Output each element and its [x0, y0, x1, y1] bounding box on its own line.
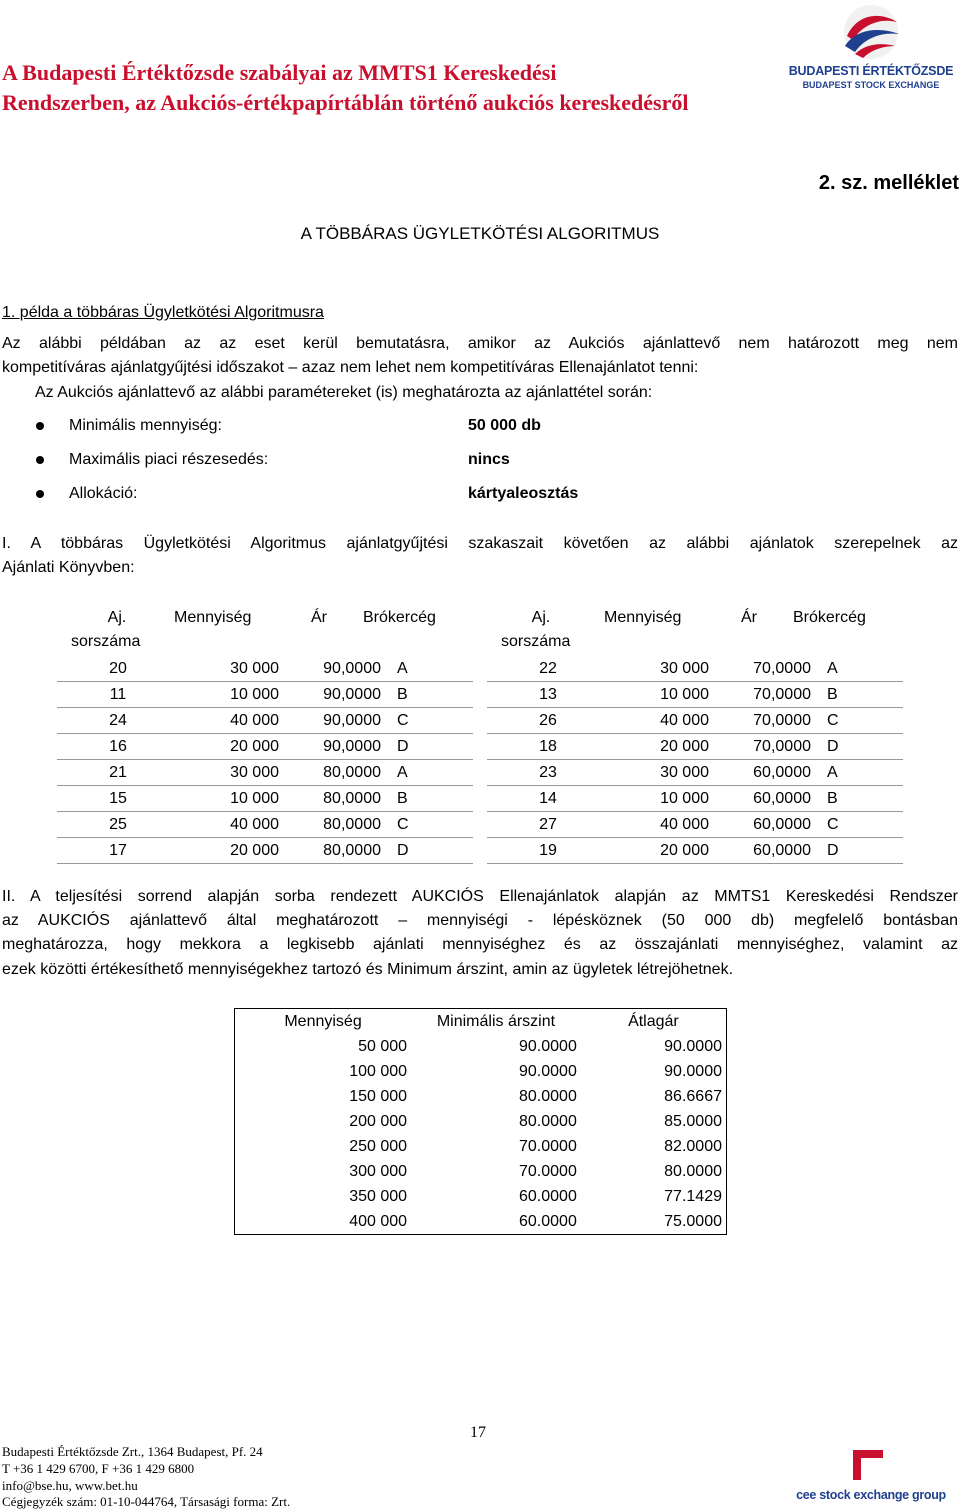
summary-avg-price: 82.0000 — [664, 1137, 722, 1155]
summary-min-price: 70.0000 — [519, 1162, 577, 1180]
order-no: 20 — [57, 656, 199, 682]
order-no: 18 — [487, 734, 629, 760]
order-price: 90,0000 — [287, 682, 397, 708]
summary-min-price: 60.0000 — [519, 1212, 577, 1230]
summary-row — [235, 1184, 727, 1209]
summary-qty: 350 000 — [349, 1187, 408, 1205]
order-broker: A — [827, 656, 903, 682]
order-qty: 20 000 — [199, 734, 287, 760]
summary-min-price: 90.0000 — [519, 1037, 577, 1055]
order-row — [487, 656, 903, 682]
section2-line-1: II. A teljesítési sorrend alapján sorba rendezett AUKCIÓS Ellenajánlatok alapján az MMTS1 Kereskedési Rendszer — [2, 888, 958, 905]
order-broker: D — [827, 734, 903, 760]
order-row — [57, 786, 473, 812]
cee-group-logo — [785, 1448, 957, 1508]
param-value: kártyaleosztás — [468, 485, 579, 502]
order-qty: 20 000 — [629, 734, 717, 760]
order-no: 25 — [57, 812, 199, 838]
order-no: 19 — [487, 838, 629, 864]
example-heading: 1. példa a többáras Ügyletkötési Algoritmusra — [2, 304, 324, 321]
summary-row — [235, 1059, 727, 1084]
logo-text-en: BUDAPEST STOCK EXCHANGE — [802, 80, 940, 90]
summary-min-price: 70.0000 — [519, 1137, 577, 1155]
order-qty: 30 000 — [199, 760, 287, 786]
order-no: 24 — [57, 708, 199, 734]
summary-avg-price: 86.6667 — [664, 1087, 722, 1105]
order-no: 16 — [57, 734, 199, 760]
footer-line-3: info@bse.hu, www.bet.hu — [2, 1478, 138, 1493]
order-price: 70,0000 — [717, 656, 827, 682]
order-broker: B — [827, 682, 903, 708]
param-value: 50 000 db — [468, 417, 541, 434]
logo-text-hu: BUDAPESTI ÉRTÉKTŐZSDE — [788, 64, 954, 78]
summary-avg-price: 80.0000 — [664, 1162, 722, 1180]
order-broker: B — [397, 786, 473, 812]
order-qty: 40 000 — [199, 708, 287, 734]
order-row — [57, 682, 473, 708]
order-row — [487, 708, 903, 734]
order-price: 70,0000 — [717, 708, 827, 734]
order-price: 90,0000 — [287, 656, 397, 682]
order-row — [57, 760, 473, 786]
summary-row — [235, 1159, 727, 1184]
order-qty: 40 000 — [629, 812, 717, 838]
order-qty: 30 000 — [629, 656, 717, 682]
order-no: 14 — [487, 786, 629, 812]
summary-header-avg-price: Átlagár — [628, 1012, 679, 1030]
order-qty: 10 000 — [199, 786, 287, 812]
order-broker: D — [397, 838, 473, 864]
order-price: 60,0000 — [717, 760, 827, 786]
summary-header-qty: Mennyiség — [284, 1012, 362, 1030]
intro-line-1: Az alábbi példában az az eset kerül bemutatásra, amikor az Aukciós ajánlattevő nem határozott meg nem — [2, 335, 958, 352]
col-broker-header: Brókercég — [363, 609, 436, 626]
order-broker: C — [827, 812, 903, 838]
orders-table-right — [487, 606, 903, 864]
order-price: 70,0000 — [717, 682, 827, 708]
order-no: 13 — [487, 682, 629, 708]
document-title: A TÖBBÁRAS ÜGYLETKÖTÉSI ALGORITMUS — [300, 224, 660, 243]
order-no: 17 — [57, 838, 199, 864]
order-price: 90,0000 — [287, 734, 397, 760]
order-no: 11 — [57, 682, 199, 708]
summary-table — [234, 1008, 727, 1235]
col-order-no-header: Aj. sorszáma — [501, 609, 571, 650]
section2-line-4: ezek közötti értékesíthető mennyiségekhez tartozó és Minimum árszint, amin az ügyletek létrejöhetnek. — [2, 961, 734, 978]
order-broker: A — [397, 760, 473, 786]
order-broker: A — [397, 656, 473, 682]
section2-line-3: meghatározza, hogy mekkora a legkisebb ajánlati mennyiséghez és az összajánlati mennyiséghez, valamint az — [2, 936, 958, 953]
summary-row — [235, 1134, 727, 1159]
summary-header-min-price: Minimális árszint — [436, 1012, 556, 1030]
order-price: 80,0000 — [287, 786, 397, 812]
footer-line-2: T +36 1 429 6700, F +36 1 429 6800 — [2, 1461, 195, 1476]
order-row — [487, 838, 903, 864]
order-no: 21 — [57, 760, 199, 786]
orders-table-left — [57, 606, 473, 864]
order-qty: 40 000 — [629, 708, 717, 734]
order-row — [487, 786, 903, 812]
header-title-line2: Rendszerben, az Aukciós-értékpapírtáblán történő aukciós kereskedésről — [2, 90, 689, 115]
order-price: 90,0000 — [287, 708, 397, 734]
summary-min-price: 80.0000 — [519, 1112, 577, 1130]
order-price: 80,0000 — [287, 760, 397, 786]
summary-row — [235, 1209, 727, 1235]
order-no: 27 — [487, 812, 629, 838]
order-no: 22 — [487, 656, 629, 682]
order-broker: C — [397, 812, 473, 838]
summary-row — [235, 1109, 727, 1134]
cee-group-text: cee stock exchange group — [796, 1488, 946, 1502]
order-row — [487, 734, 903, 760]
param-label: Allokáció: — [69, 485, 138, 502]
order-qty: 20 000 — [629, 838, 717, 864]
order-broker: B — [827, 786, 903, 812]
cee-emblem-icon — [851, 1448, 885, 1482]
summary-avg-price: 77.1429 — [664, 1187, 722, 1205]
col-price-header: Ár — [311, 609, 327, 626]
summary-avg-price: 75.0000 — [664, 1212, 722, 1230]
order-no: 26 — [487, 708, 629, 734]
bullet-icon — [36, 456, 44, 464]
summary-qty: 150 000 — [349, 1087, 408, 1105]
order-price: 70,0000 — [717, 734, 827, 760]
col-qty-header: Mennyiség — [174, 609, 252, 626]
order-row — [57, 812, 473, 838]
annex-label: 2. sz. melléklet — [818, 172, 959, 194]
summary-qty: 400 000 — [349, 1212, 408, 1230]
order-qty: 30 000 — [629, 760, 717, 786]
col-qty-header: Mennyiség — [604, 609, 682, 626]
order-price: 60,0000 — [717, 786, 827, 812]
summary-qty: 200 000 — [349, 1112, 408, 1130]
order-broker: D — [827, 838, 903, 864]
order-price: 60,0000 — [717, 838, 827, 864]
footer-line-4: Cégjegyzék szám: 01-10-044764, Társasági forma: Zrt. — [2, 1494, 291, 1509]
order-broker: D — [397, 734, 473, 760]
col-order-no-header: Aj. sorszáma — [71, 609, 141, 650]
order-qty: 30 000 — [199, 656, 287, 682]
bullet-icon — [36, 490, 44, 498]
order-broker: B — [397, 682, 473, 708]
summary-row — [235, 1034, 727, 1059]
section1-line-1: I. A többáras Ügyletkötési Algoritmus ajánlatgyűjtési szakaszait követően az alábbi ajánlatok szerepelnek az — [2, 535, 958, 552]
bse-logo — [783, 2, 959, 94]
intro-line-2: kompetitíváras ajánlatgyűjtési időszakot – azaz nem lehet nem kompetitíváras Ellenajánlatot tenni: — [2, 359, 699, 376]
summary-qty: 100 000 — [349, 1062, 408, 1080]
order-no: 23 — [487, 760, 629, 786]
order-qty: 40 000 — [199, 812, 287, 838]
summary-row — [235, 1084, 727, 1109]
summary-avg-price: 90.0000 — [664, 1037, 722, 1055]
footer-line-1: Budapesti Értéktőzsde Zrt., 1364 Budapest, Pf. 24 — [2, 1444, 263, 1459]
bse-emblem-icon — [841, 2, 901, 62]
section1-line-2: Ajánlati Könyvben: — [2, 559, 135, 576]
summary-qty: 50 000 — [358, 1037, 408, 1055]
order-row — [487, 682, 903, 708]
order-no: 15 — [57, 786, 199, 812]
col-price-header: Ár — [741, 609, 757, 626]
page-number: 17 — [470, 1424, 486, 1441]
order-price: 80,0000 — [287, 812, 397, 838]
order-price: 60,0000 — [717, 812, 827, 838]
summary-avg-price: 90.0000 — [664, 1062, 722, 1080]
order-broker: C — [827, 708, 903, 734]
order-broker: C — [397, 708, 473, 734]
summary-min-price: 80.0000 — [519, 1087, 577, 1105]
order-qty: 10 000 — [629, 682, 717, 708]
summary-qty: 300 000 — [349, 1162, 408, 1180]
summary-avg-price: 85.0000 — [664, 1112, 722, 1130]
col-broker-header: Brókercég — [793, 609, 866, 626]
order-qty: 20 000 — [199, 838, 287, 864]
param-label: Maximális piaci részesedés: — [69, 451, 269, 468]
param-value: nincs — [468, 451, 510, 468]
order-row — [57, 734, 473, 760]
header-title-line1: A Budapesti Értéktőzsde szabályai az MMTS1 Kereskedési — [2, 60, 557, 85]
order-row — [57, 656, 473, 682]
section2-line-2: az AUKCIÓS ajánlattevő által meghatározott – mennyiségi - lépésköznek (50 000 db) megfelelő bontásban — [2, 912, 958, 929]
bullet-icon — [36, 422, 44, 430]
order-broker: A — [827, 760, 903, 786]
order-row — [57, 708, 473, 734]
intro-line-3: Az Aukciós ajánlattevő az alábbi paramétereket (is) meghatározta az ajánlattétel során: — [35, 384, 653, 401]
order-qty: 10 000 — [199, 682, 287, 708]
order-row — [487, 760, 903, 786]
order-row — [487, 812, 903, 838]
summary-qty: 250 000 — [349, 1137, 408, 1155]
summary-min-price: 90.0000 — [519, 1062, 577, 1080]
order-price: 80,0000 — [287, 838, 397, 864]
order-qty: 10 000 — [629, 786, 717, 812]
order-row — [57, 838, 473, 864]
param-label: Minimális mennyiség: — [69, 417, 222, 434]
summary-min-price: 60.0000 — [519, 1187, 577, 1205]
